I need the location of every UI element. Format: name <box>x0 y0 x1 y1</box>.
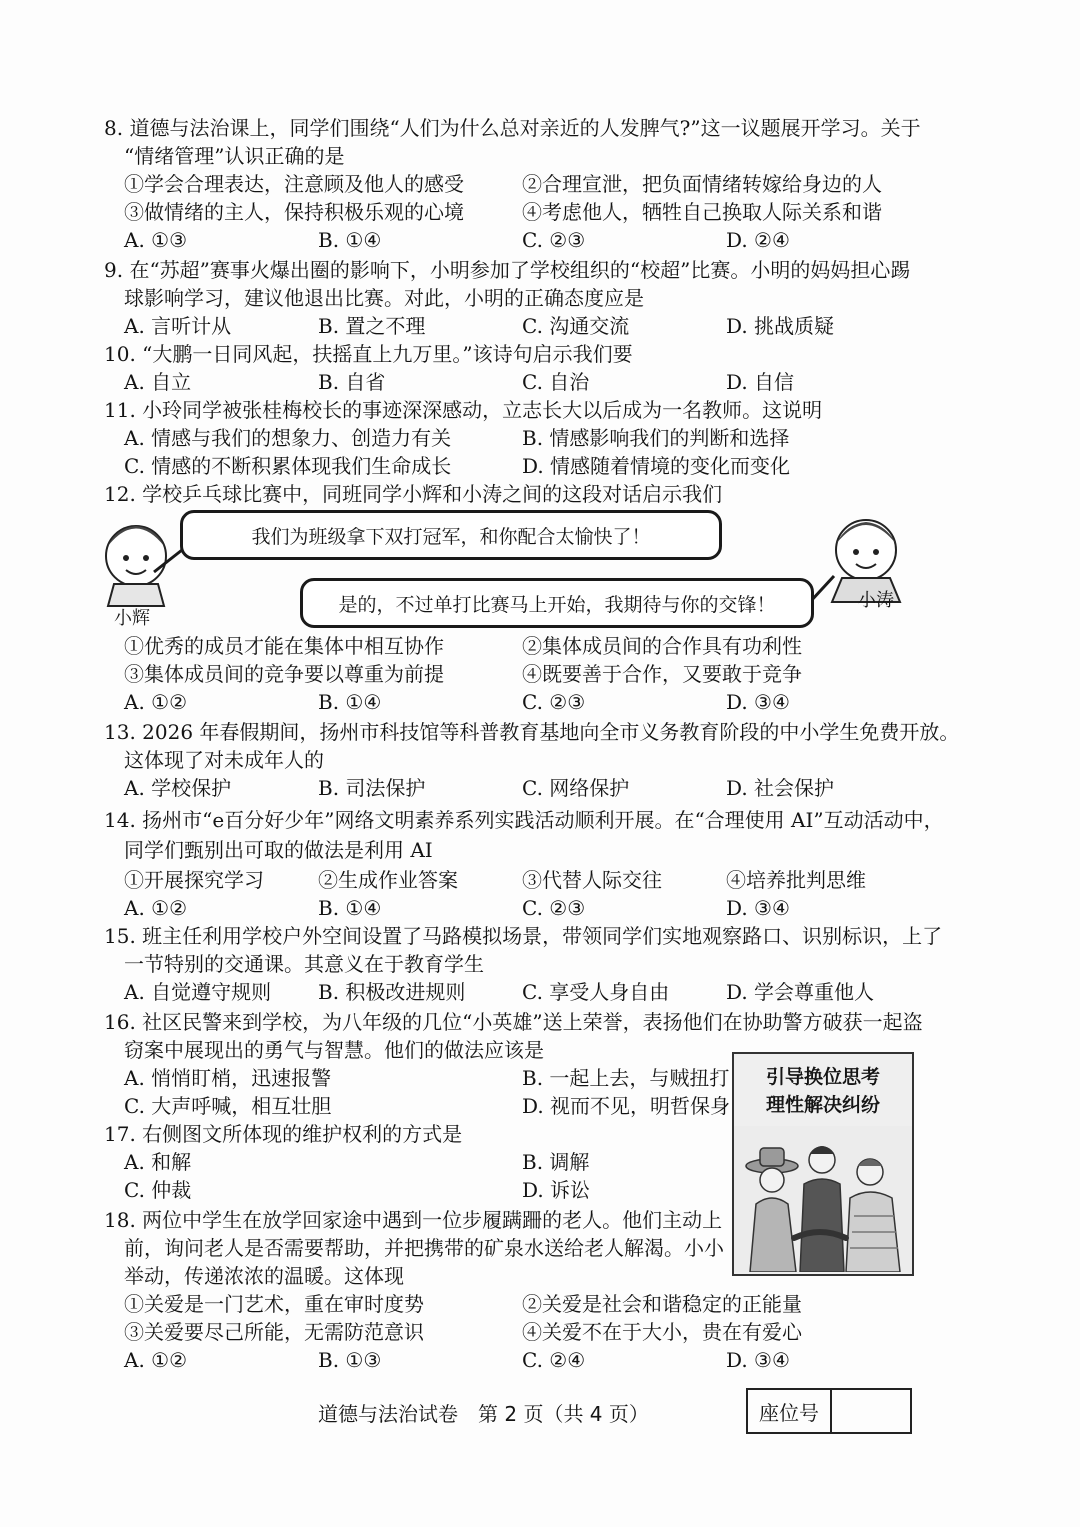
q12-statement-1: ①优秀的成员才能在集体中相互协作 <box>124 634 444 658</box>
q12-statement-2: ②集体成员间的合作具有功利性 <box>522 634 802 658</box>
q9-stem: 9. 在“苏超”赛事火爆出圈的影响下，小明参加了学校组织的“校超”比赛。小明的妈妈担心踢 <box>104 258 911 282</box>
q15-option-b[interactable]: B. 积极改进规则 <box>318 980 466 1004</box>
q8-statement-2: ②合理宣泄，把负面情绪转嫁给身边的人 <box>522 172 882 196</box>
q18-option-d[interactable]: D. ③④ <box>726 1348 790 1372</box>
q9-stem-cont: 球影响学习，建议他退出比赛。对此，小明的正确态度应是 <box>124 286 644 310</box>
q11-option-b[interactable]: B. 情感影响我们的判断和选择 <box>522 426 790 450</box>
q11-stem: 11. 小玲同学被张桂梅校长的事迹深深感动，立志长大以后成为一名教师。这说明 <box>104 398 823 422</box>
q18-option-c[interactable]: C. ②④ <box>522 1348 586 1372</box>
page-footer: 道德与法治试卷 第 2 页（共 4 页） <box>318 1402 649 1426</box>
q13-option-c[interactable]: C. 网络保护 <box>522 776 630 800</box>
q14-stem: 14. 扬州市“e百分好少年”网络文明素养系列实践活动顺利开展。在“合理使用 AI”互动活动中， <box>104 808 944 832</box>
q14-stem-cont: 同学们甄别出可取的做法是利用 AI <box>124 838 433 862</box>
q16-stem-cont: 窃案中展现出的勇气与智慧。他们的做法应该是 <box>124 1038 544 1062</box>
q14-item-1: ①开展探究学习 <box>124 868 264 892</box>
q14-item-3: ③代替人际交往 <box>522 868 662 892</box>
q18-stem: 18. 两位中学生在放学回家途中遇到一位步履蹒跚的老人。他们主动上 <box>104 1208 723 1232</box>
q18-statement-4: ④关爱不在于大小，贵在有爱心 <box>522 1320 802 1344</box>
q17-option-d[interactable]: D. 诉讼 <box>522 1178 591 1202</box>
q17-mediation-figure <box>732 1052 914 1276</box>
q8-stem: 8. 道德与法治课上，同学们围绕“人们为什么总对亲近的人发脾气?”这一议题展开学习。关于 <box>104 116 921 140</box>
q17-option-b[interactable]: B. 调解 <box>522 1150 590 1174</box>
q10-stem: 10. “大鹏一日同风起，扶摇直上九万里。”该诗句启示我们要 <box>104 342 633 366</box>
q12-speech-bubble-1: 我们为班级拿下双打冠军，和你配合太愉快了！ <box>180 510 722 560</box>
q14-option-a[interactable]: A. ①② <box>124 896 188 920</box>
q10-option-d[interactable]: D. 自信 <box>726 370 795 394</box>
q16-option-b[interactable]: B. 一起上去，与贼扭打 <box>522 1066 730 1090</box>
q17-figure-caption-1: 引导换位思考 <box>765 1066 880 1088</box>
q11-option-d[interactable]: D. 情感随着情境的变化而变化 <box>522 454 791 478</box>
q8-statement-4: ④考虑他人，牺牲自己换取人际关系和谐 <box>522 200 882 224</box>
q18-statement-3: ③关爱要尽己所能，无需防范意识 <box>124 1320 424 1344</box>
q18-option-a[interactable]: A. ①② <box>124 1348 188 1372</box>
q8-option-c[interactable]: C. ②③ <box>522 228 586 252</box>
q8-option-b[interactable]: B. ①④ <box>318 228 382 252</box>
q15-option-d[interactable]: D. 学会尊重他人 <box>726 980 875 1004</box>
q13-stem: 13. 2026 年春假期间，扬州市科技馆等科普教育基地向全市义务教育阶段的中小学生免费开放。 <box>104 720 960 744</box>
q12-statement-3: ③集体成员间的竞争要以尊重为前提 <box>124 662 444 686</box>
q16-stem: 16. 社区民警来到学校，为八年级的几位“小英雄”送上荣誉，表扬他们在协助警方破获一起盗 <box>104 1010 923 1034</box>
q17-stem: 17. 右侧图文所体现的维护权利的方式是 <box>104 1122 463 1146</box>
q18-statement-2: ②关爱是社会和谐稳定的正能量 <box>522 1292 802 1316</box>
q12-option-c[interactable]: C. ②③ <box>522 690 586 714</box>
q14-item-4: ④培养批判思维 <box>726 868 866 892</box>
q13-stem-cont: 这体现了对未成年人的 <box>124 748 324 772</box>
q14-option-b[interactable]: B. ①④ <box>318 896 382 920</box>
q11-option-c[interactable]: C. 情感的不断积累体现我们生命成长 <box>124 454 452 478</box>
q14-option-d[interactable]: D. ③④ <box>726 896 790 920</box>
q12-stem: 12. 学校乒乓球比赛中，同班同学小辉和小涛之间的这段对话启示我们 <box>104 482 723 506</box>
q17-option-c[interactable]: C. 仲裁 <box>124 1178 192 1202</box>
q16-option-a[interactable]: A. 悄悄盯梢，迅速报警 <box>124 1066 332 1090</box>
q18-stem-cont-1: 前，询问老人是否需要帮助，并把携带的矿泉水送给老人解渴。小小 <box>124 1236 724 1260</box>
q15-option-a[interactable]: A. 自觉遵守规则 <box>124 980 272 1004</box>
q8-option-d[interactable]: D. ②④ <box>726 228 790 252</box>
seat-number-label: 座位号 <box>748 1390 832 1432</box>
q12-speech-bubble-2: 是的，不过单打比赛马上开始，我期待与你的交锋！ <box>300 578 814 628</box>
q15-stem: 15. 班主任利用学校户外空间设置了马路模拟场景，带领同学们实地观察路口、识别标识，上了 <box>104 924 943 948</box>
q15-stem-cont: 一节特别的交通课。其意义在于教育学生 <box>124 952 484 976</box>
q13-option-d[interactable]: D. 社会保护 <box>726 776 835 800</box>
q9-option-a[interactable]: A. 言听计从 <box>124 314 232 338</box>
q18-statement-1: ①关爱是一门艺术，重在审时度势 <box>124 1292 424 1316</box>
mediation-illustration <box>734 1126 912 1272</box>
q18-stem-cont-2: 举动，传递浓浓的温暖。这体现 <box>124 1264 404 1288</box>
q10-option-a[interactable]: A. 自立 <box>124 370 192 394</box>
q14-option-c[interactable]: C. ②③ <box>522 896 586 920</box>
q13-option-b[interactable]: B. 司法保护 <box>318 776 426 800</box>
q12-option-a[interactable]: A. ①② <box>124 690 188 714</box>
boy-xiaohui-avatar <box>106 526 166 606</box>
q12-statement-4: ④既要善于合作，又要敢于竞争 <box>522 662 802 686</box>
seat-number-field[interactable] <box>832 1390 910 1432</box>
q8-option-a[interactable]: A. ①③ <box>124 228 188 252</box>
q9-option-d[interactable]: D. 挑战质疑 <box>726 314 835 338</box>
q8-statement-1: ①学会合理表达，注意顾及他人的感受 <box>124 172 464 196</box>
q13-option-a[interactable]: A. 学校保护 <box>124 776 232 800</box>
q8-stem-cont: “情绪管理”认识正确的是 <box>124 144 345 168</box>
seat-number-box <box>746 1388 912 1434</box>
q12-option-d[interactable]: D. ③④ <box>726 690 790 714</box>
q15-option-c[interactable]: C. 享受人身自由 <box>522 980 670 1004</box>
q16-option-c[interactable]: C. 大声呼喊，相互壮胆 <box>124 1094 332 1118</box>
q10-option-c[interactable]: C. 自治 <box>522 370 590 394</box>
q17-option-a[interactable]: A. 和解 <box>124 1150 192 1174</box>
q17-figure-caption-2: 理性解决纠纷 <box>765 1094 880 1116</box>
q10-option-b[interactable]: B. 自省 <box>318 370 386 394</box>
q16-option-d[interactable]: D. 视而不见，明哲保身 <box>522 1094 731 1118</box>
q8-statement-3: ③做情绪的主人，保持积极乐观的心境 <box>124 200 464 224</box>
q12-name-xiaotao: 小涛 <box>858 590 894 611</box>
q9-option-b[interactable]: B. 置之不理 <box>318 314 426 338</box>
q9-option-c[interactable]: C. 沟通交流 <box>522 314 630 338</box>
q11-option-a[interactable]: A. 情感与我们的想象力、创造力有关 <box>124 426 452 450</box>
q14-item-2: ②生成作业答案 <box>318 868 458 892</box>
q18-option-b[interactable]: B. ①③ <box>318 1348 382 1372</box>
q12-option-b[interactable]: B. ①④ <box>318 690 382 714</box>
q12-name-xiaohui: 小辉 <box>114 608 150 629</box>
